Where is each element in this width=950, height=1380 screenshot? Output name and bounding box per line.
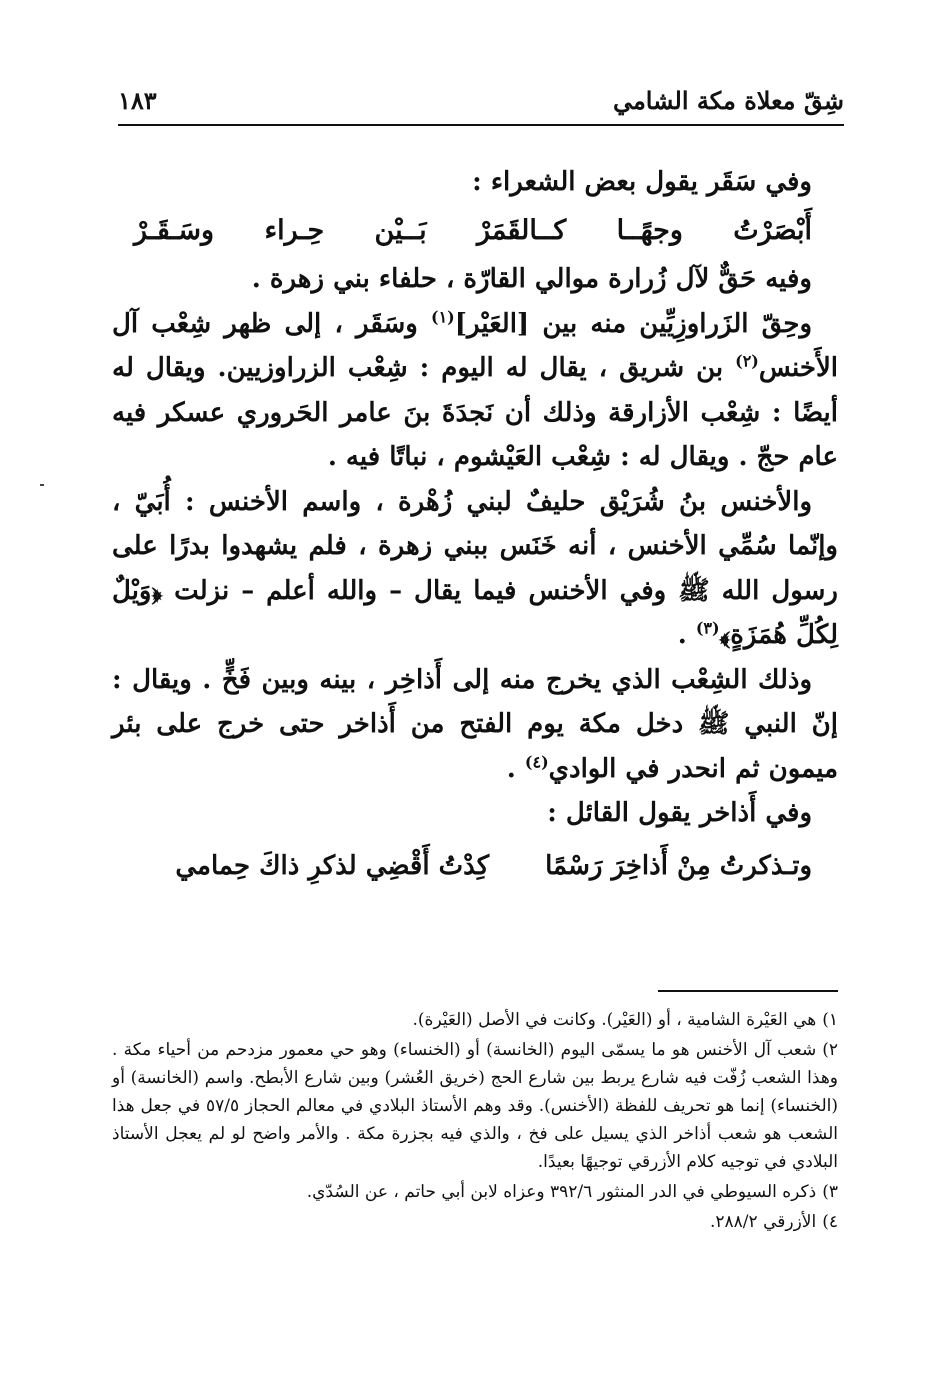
verse-word: كــالقَمَرْ xyxy=(476,214,567,246)
paragraph-akhnas: والأخنس بنُ شُرَيْق حليفٌ لبني زُهْرة ، واسم الأخنس : أُبَيّ ، وإنّما سُمِّي الأخنس ، أنه خَنَس ببني زهرة ، فلم يشهدوا بدرًا على رسول الله ﷺ وفي الأخنس فيما يقال – والله أعلم – نزلت ﴿وَيْلٌ لِكُلِّ هُمَزَةٍ﴾$^{(٣)}$ . xyxy=(112,486,838,650)
intro-line: وفي سَقَر يقول بعض الشعراء : xyxy=(472,167,812,197)
main-text xyxy=(112,160,838,888)
page-header xyxy=(118,84,844,126)
footnote-ref-1[interactable]: (١) xyxy=(430,306,455,326)
paragraph-zurara: وفيه حَقٌّ لآل زُرارة موالي القارّة ، حلفاء بني زهرة . xyxy=(251,264,812,294)
footnote-divider xyxy=(658,990,838,992)
footnote-1: ١)هي العَيْرة الشامية ، أو (العَيْر). وكانت في الأصل (العَيْرة). xyxy=(412,1010,838,1030)
verse-word: حِـراء xyxy=(264,214,325,246)
footnote-3: ٣)ذكره السيوطي في الدر المنثور ٣٩٢/٦ وعزاه لابن أبي حاتم ، عن السُدّي. xyxy=(306,1182,838,1202)
footnote-2: ٢)شعب آل الأخنس هو ما يسمّى اليوم (الخانسة) أو (الخنساء) وهو حي معمور مزدحم من أحياء مكة . وهذا الشعب زُفّت فيه شارع يربط بين شارع الحج (خريق العُشر) وبين شارع الأبطح. واسم (الخانسة) أو (الخنساء) إنما هو تحريف للفظة (الأخنس). وقد وهم الأستاذ البلادي في معالم الحجاز ٥٧/٥ في جعل هذا الشعب هو شعب أذاخر الذي يسيل على فخ ، والذي فيه بجزرة مكة . والأمر واضح لو لم يعجل الأستاذ البلادي في توجيه كلام الأزرقي توجيهًا بعيدًا. xyxy=(112,1040,838,1172)
verse-line-1 xyxy=(112,209,838,254)
footnotes xyxy=(112,1006,838,1238)
footnote-ref-4[interactable]: (٤) xyxy=(524,751,549,771)
footnote-ref-3[interactable]: (٣) xyxy=(695,618,720,638)
footnote-4: ٤)الأزرقي ٢٨٨/٢. xyxy=(710,1212,838,1232)
paragraph-adhakhir: وذلك الشِعْب الذي يخرج منه إلى أَذاخِر ، بينه وبين فَخٍّ . ويقال : إنّ النبي ﷺ دخل مكة يوم الفتح من أَذاخر حتى خرج على بئر ميمون ثم انحدر في الوادي$^{(٤)}$ . xyxy=(112,664,838,784)
page-number: ١٨٣ xyxy=(118,86,157,115)
footnote-ref-2[interactable]: (٢) xyxy=(735,351,759,371)
verse-word: وجهًــا xyxy=(616,214,683,246)
verse-intro-line: وفي أَذاخر يقول القائل : xyxy=(547,798,812,828)
verse-word: بَــيْن xyxy=(374,214,427,246)
verse-word: وسَـقَـرْ xyxy=(134,214,215,246)
verse-word: أَبْصَرْتُ xyxy=(733,214,812,246)
scan-speck xyxy=(40,484,44,486)
paragraph-zarawiziyin: وحِقّ الزَراوزِيِّين منه بين [العَيْر]$^{(١)}$ وسَقَر ، إلى ظهر شِعْب آل الأَخنس$^{(٢)}$ بن شريق ، يقال له اليوم : شِعْب الزراوزيين. ويقال له أيضًا : شِعْب الأزارقة وذلك أن نَجدَةَ بنَ عامر الحَروري عسكر فيه عام حجّ . ويقال له : شِعْب العَيْشوم ، نباتًا فيه . xyxy=(112,306,838,472)
verse-line-2 xyxy=(112,844,838,889)
verse-hemistich-1: وتـذكرتُ مِنْ أَذاخِرَ رَسْمًا xyxy=(545,850,812,881)
verse-hemistich-2: كِدْتُ أَقْضِي لذكرِ ذاكَ حِمامي xyxy=(175,850,490,881)
running-title: شِقّ معلاة مكة الشامي xyxy=(612,86,844,115)
